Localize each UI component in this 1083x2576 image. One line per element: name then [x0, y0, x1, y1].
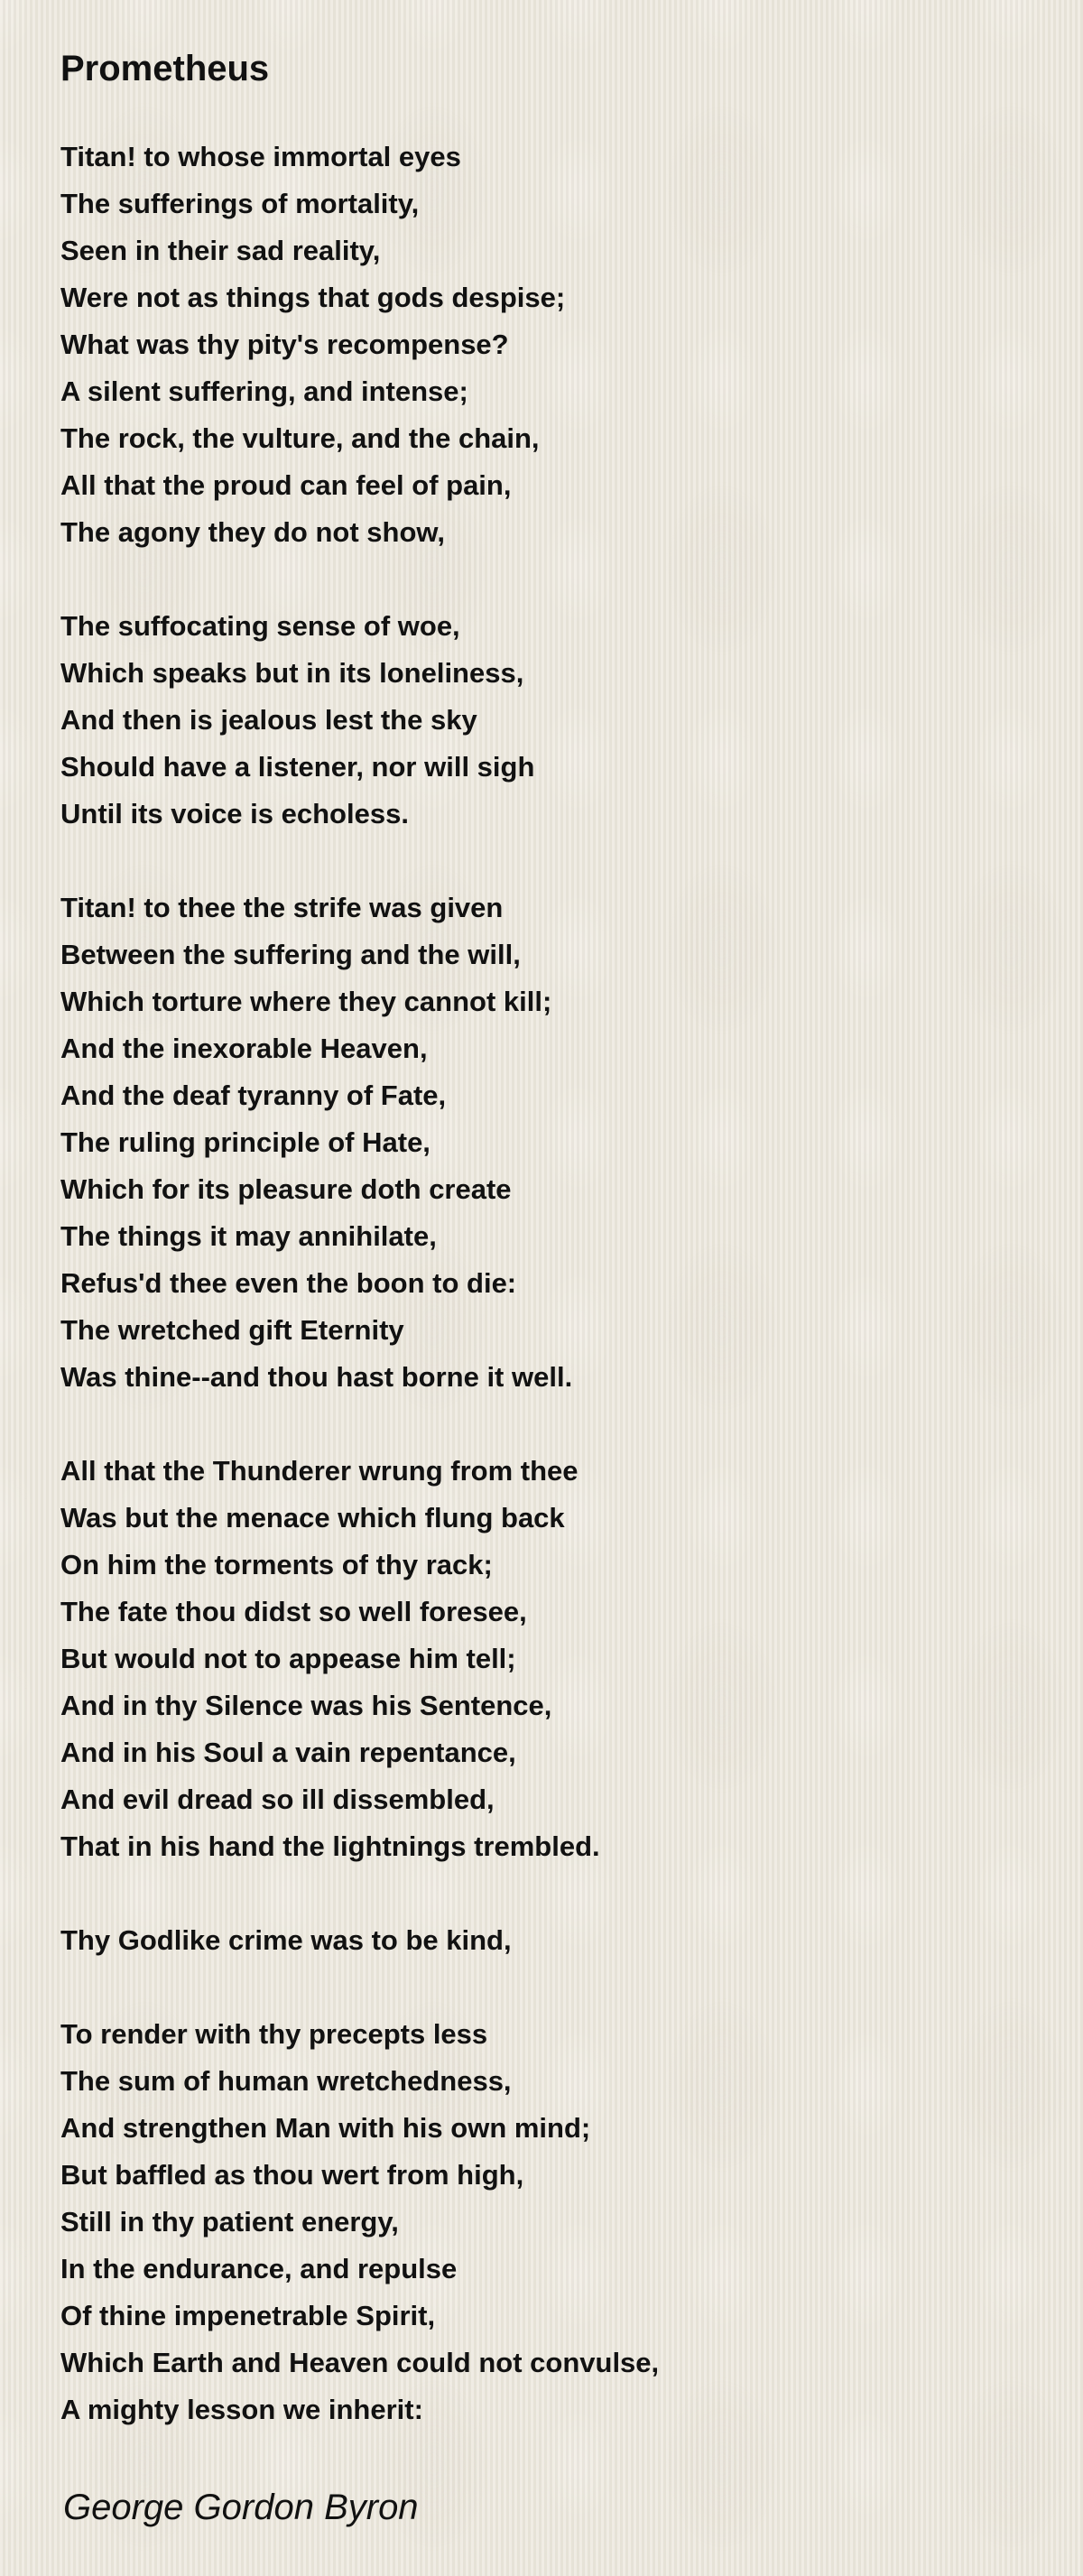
poem-stanza — [60, 134, 1035, 556]
poem-line: The ruling principle of Hate, — [60, 1126, 430, 1158]
poem-line: In the endurance, and repulse — [60, 2253, 458, 2284]
poem-line: What was thy pity's recompense? — [60, 329, 509, 360]
poem-line: On him the torments of thy rack; — [60, 1549, 493, 1580]
poem-line: That in his hand the lightnings trembled. — [60, 1830, 600, 1862]
poem-line: The rock, the vulture, and the chain, — [60, 422, 540, 454]
poem-line: The things it may annihilate, — [60, 1220, 437, 1252]
poem-author: George Gordon Byron — [63, 2488, 419, 2527]
poem-line: Still in thy patient energy, — [60, 2206, 399, 2238]
poem-line: Should have a listener, nor will sigh — [60, 751, 535, 783]
poem-line: Between the suffering and the will, — [60, 939, 521, 970]
poem-line: The wretched gift Eternity — [60, 1314, 404, 1346]
poem-line: Were not as things that gods despise; — [60, 282, 566, 313]
poem-stanza — [60, 885, 1035, 1401]
poem-line: All that the Thunderer wrung from thee — [60, 1455, 579, 1487]
poem-line: A mighty lesson we inherit: — [60, 2394, 423, 2425]
poem-line: To render with thy precepts less — [60, 2018, 488, 2050]
poem-line: And in thy Silence was his Sentence, — [60, 1690, 552, 1721]
poem-line: Which Earth and Heaven could not convulse, — [60, 2347, 660, 2378]
poem-line: Was thine--and thou hast borne it well. — [60, 1361, 573, 1393]
poem-stanza — [60, 603, 1035, 838]
poem-line: A silent suffering, and intense; — [60, 375, 468, 407]
poem-line: Which speaks but in its loneliness, — [60, 657, 524, 689]
poem-line: The fate thou didst so well foresee, — [60, 1596, 527, 1627]
poem-body — [60, 134, 1035, 2480]
poem-line: The agony they do not show, — [60, 516, 445, 548]
poem-line: Titan! to thee the strife was given — [60, 892, 504, 923]
poem-line: Seen in their sad reality, — [60, 235, 381, 266]
poem-line: Was but the menace which flung back — [60, 1502, 565, 1534]
poem-line: Titan! to whose immortal eyes — [60, 141, 461, 172]
poem-line: Until its voice is echoless. — [60, 798, 409, 829]
poem-line: Which for its pleasure doth create — [60, 1173, 512, 1205]
poem-line: The suffocating sense of woe, — [60, 610, 460, 642]
poem-line: The sum of human wretchedness, — [60, 2065, 512, 2097]
poem-line: Thy Godlike crime was to be kind, — [60, 1924, 512, 1956]
poem-line: Of thine impenetrable Spirit, — [60, 2300, 436, 2331]
poem-stanza — [60, 2011, 1035, 2433]
poem-line: All that the proud can feel of pain, — [60, 469, 512, 501]
poem-line: But would not to appease him tell; — [60, 1643, 516, 1674]
poem-line: And the inexorable Heaven, — [60, 1033, 428, 1064]
poem-line: And strengthen Man with his own mind; — [60, 2112, 591, 2144]
poem-line: Refus'd thee even the boon to die: — [60, 1267, 517, 1299]
poem-line: The sufferings of mortality, — [60, 188, 420, 219]
poem-title: Prometheus — [60, 49, 270, 88]
poem-line: But baffled as thou wert from high, — [60, 2159, 524, 2191]
poem-stanza — [60, 1448, 1035, 1870]
poem-stanza — [60, 1917, 1035, 1964]
poem-line: And then is jealous lest the sky — [60, 704, 477, 736]
poem-line: And in his Soul a vain repentance, — [60, 1737, 516, 1768]
poem-line: Which torture where they cannot kill; — [60, 986, 552, 1017]
poem-line: And evil dread so ill dissembled, — [60, 1784, 495, 1815]
poem-line: And the deaf tyranny of Fate, — [60, 1080, 447, 1111]
